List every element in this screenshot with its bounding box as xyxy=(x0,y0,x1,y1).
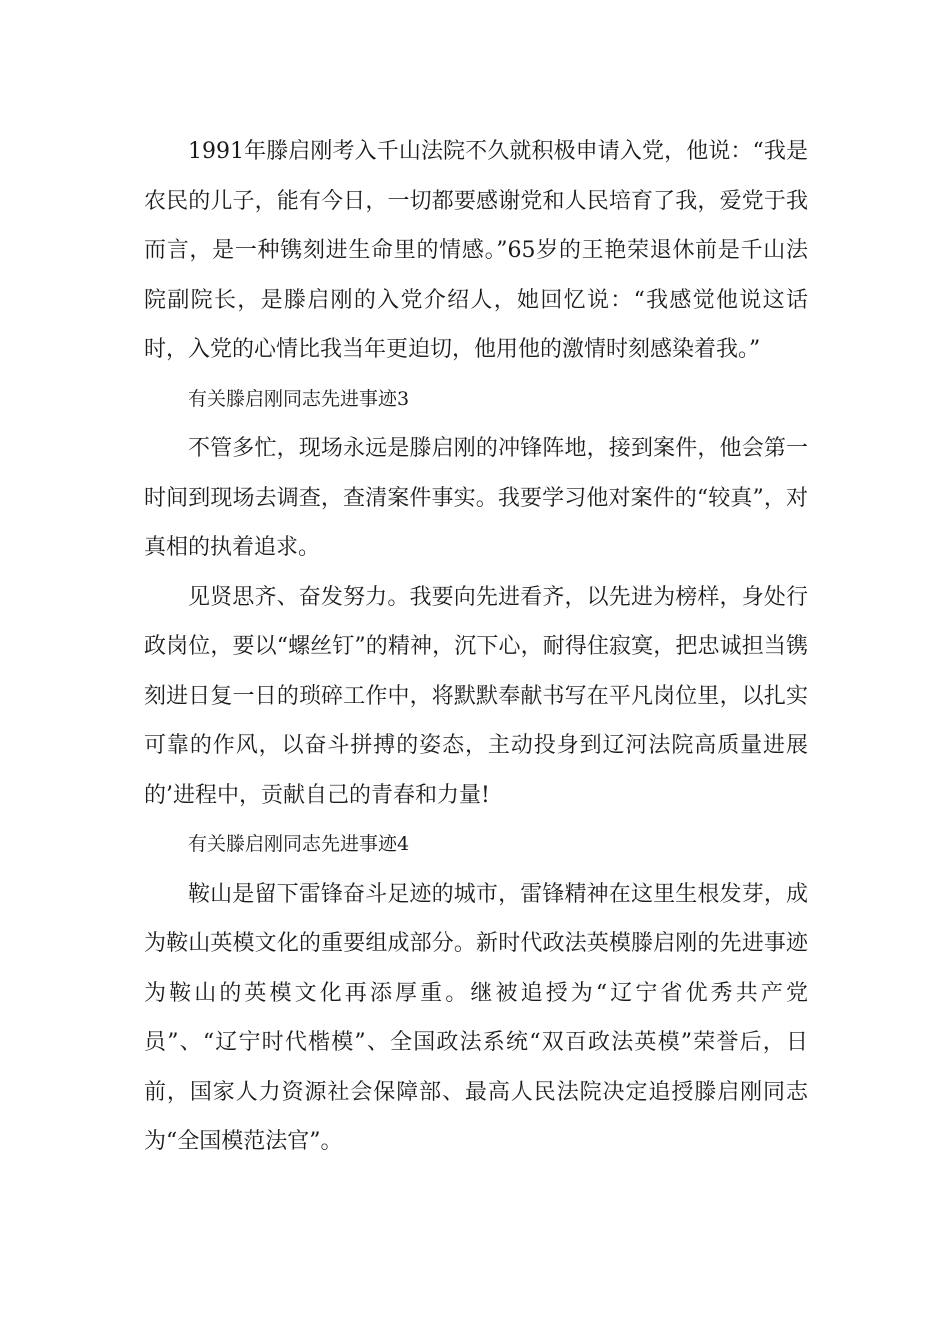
document-body xyxy=(144,127,808,1167)
paragraph-learning-resolution: 见贤思齐、奋发努力。我要向先进看齐，以先进为榜样，身处行政岗位，要以“螺丝钉”的精神，沉下心，耐得住寂寞，把忠诚担当镌刻进日复一日的琐碎工作中，将默默奉献书写在平凡岗位里，以扎实可靠的作风，以奋斗拼搏的姿态，主动投身到辽河法院高质量进展的’进程中，贡献自己的青春和力量! xyxy=(144,584,808,808)
section-heading-4: 有关滕启刚同志先进事迹4 xyxy=(188,833,410,855)
section-heading-3: 有关滕启刚同志先进事迹3 xyxy=(188,387,410,410)
paragraph-on-site-investigation: 不管多忙，现场永远是滕启刚的冲锋阵地，接到案件，他会第一时间到现场去调查，查清案件事实。我要学习他对案件的“较真”，对真相的执着追求。 xyxy=(144,436,808,560)
paragraph-party-application: 1991年滕启刚考入千山法院不久就积极申请入党，他说：“我是农民的儿子，能有今日，一切都要感谢党和人民培育了我，爱党于我而言，是一种镌刻进生命里的情感。”65岁的王艳荣退休前是千山法院副院长，是滕启刚的入党介绍人，她回忆说：“我感觉他说这话时，入党的心情比我当年更迫切，他用他的激情时刻感染着我。” xyxy=(144,139,808,362)
paragraph-anshan-model-culture: 鞍山是留下雷锋奋斗足迹的城市，雷锋精神在这里生根发芽，成为鞍山英模文化的重要组成部分。新时代政法英模滕启刚的先进事迹为鞍山的英模文化再添厚重。继被追授为“辽宁省优秀共产党员”、“辽宁时代楷模”、全国政法系统“双百政法英模”荣誉后，日前，国家人力资源社会保障部、最高人民法院决定追授滕启刚同志为“全国模范法官”。 xyxy=(144,881,808,1154)
